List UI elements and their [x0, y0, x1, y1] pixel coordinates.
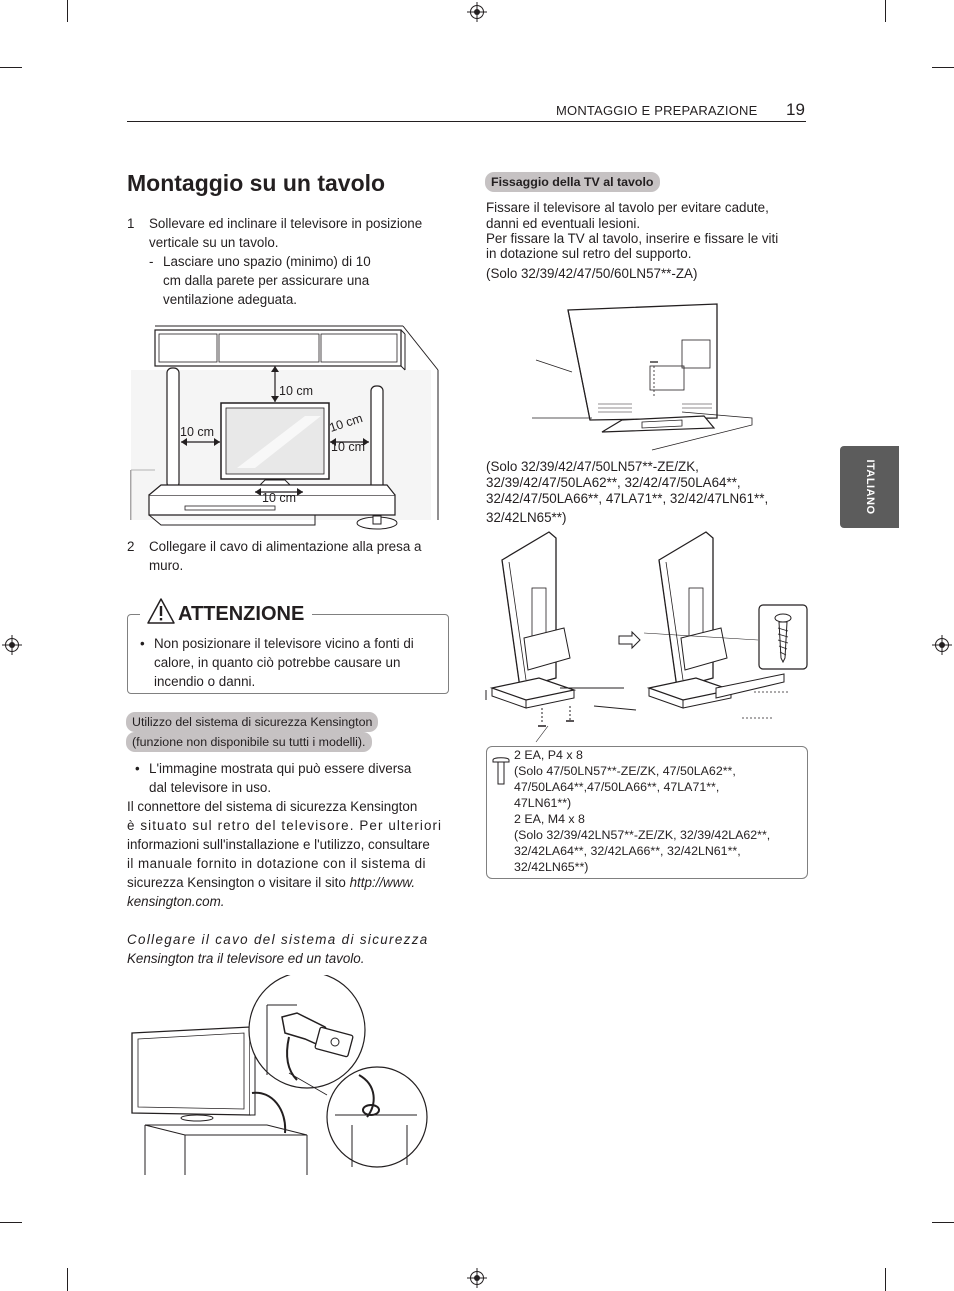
- crop-mark: [932, 1222, 954, 1223]
- table-fix-text-line: danni ed eventuali lesioni.: [486, 216, 641, 231]
- kensington-link[interactable]: http://www.: [349, 875, 416, 890]
- crop-mark: [885, 0, 886, 22]
- crop-mark: [67, 0, 68, 22]
- step-2-text-line: muro.: [149, 558, 184, 573]
- kensington-paragraph-line: Il connettore del sistema di sicurezza Kensington: [127, 799, 418, 814]
- screw-model-line: 32/42LN65**): [514, 860, 589, 874]
- step-1-sub-text-line: ventilazione adeguata.: [163, 292, 298, 307]
- kensington-paragraph-line: il manuale fornito in dotazione con il sistema di: [127, 856, 426, 871]
- clearance-right-upper-label: 10 cm: [327, 411, 365, 435]
- screw-model-line: (Solo 32/39/42LN57**-ZE/ZK, 32/39/42LA62**,: [514, 828, 771, 842]
- kensington-bullet: •: [135, 761, 140, 776]
- crop-mark: [0, 67, 22, 68]
- table-fix-model-line: (Solo 32/39/42/47/50LN57**-ZE/ZK,: [486, 459, 699, 474]
- screw-model-line: 47LN61**): [514, 796, 572, 810]
- section-header: MONTAGGIO E PREPARAZIONE: [556, 103, 758, 118]
- kensington-paragraph-line: [127, 873, 447, 892]
- caution-title: ATTENZIONE: [178, 603, 305, 625]
- caution-text-line: Non posizionare il televisore vicino a fonti di: [154, 636, 414, 651]
- registration-mark-icon: [2, 635, 22, 655]
- screw-model-line: 32/42LA64**, 32/42LA66**, 32/42LN61**,: [514, 844, 741, 858]
- screw-icon: [491, 756, 511, 786]
- crop-mark: [932, 67, 954, 68]
- crop-mark: [67, 1268, 68, 1291]
- kensington-lock-illustration: [127, 975, 437, 1180]
- crop-mark: [0, 1222, 22, 1223]
- warning-triangle-icon: [146, 597, 176, 625]
- kensington-note-line: L'immagine mostrata qui può essere diversa: [149, 761, 412, 776]
- kensington-heading-line: (funzione non disponibile su tutti i modelli).: [126, 732, 372, 752]
- screw-model-line: (Solo 47/50LN57**-ZE/ZK, 47/50LA62**,: [514, 764, 736, 778]
- table-fix-model-line: 32/39/42/47/50LA62**, 32/42/47/50LA64**,: [486, 475, 741, 490]
- table-fix-text-line: Fissare il televisore al tavolo per evitare cadute,: [486, 200, 769, 215]
- caution-header: [140, 597, 312, 631]
- tv-back-stand-illustration: [532, 300, 754, 455]
- step-1-sub-dash: -: [149, 254, 154, 269]
- screw-model-line: 47/50LA64**,47/50LA66**, 47LA71**,: [514, 780, 720, 794]
- crop-mark: [885, 1268, 886, 1291]
- step-1-sub-text-line: cm dalla parete per assicurare una: [163, 273, 370, 288]
- clearance-left-label: 10 cm: [180, 425, 215, 439]
- step-1-text-line: verticale su un tavolo.: [149, 235, 279, 250]
- table-fix-model-line: (Solo 32/39/42/47/50/60LN57**-ZA): [486, 266, 698, 281]
- kensington-paragraph-line: è situato sul retro del televisore. Per ulteriori: [127, 818, 443, 833]
- table-fix-model-line: 32/42/47/50LA66**, 47LA71**, 32/42/47LN61**,: [486, 491, 769, 506]
- step-1-sub-text-line: Lasciare uno spazio (minimo) di 10: [163, 254, 371, 269]
- kensington-italic-note: Kensington tra il televisore ed un tavolo.: [127, 951, 365, 966]
- table-fix-heading: Fissaggio della TV al tavolo: [485, 172, 660, 192]
- registration-mark-icon: [467, 2, 487, 22]
- step-1-text-line: Sollevare ed inclinare il televisore in posizione: [149, 216, 423, 231]
- clearance-top-label: 10 cm: [279, 384, 314, 398]
- caution-bullet: •: [140, 636, 145, 651]
- page-title: Montaggio su un tavolo: [127, 170, 386, 196]
- step-1-number: 1: [127, 216, 135, 231]
- screw-spec-line: 2 EA, P4 x 8: [514, 748, 583, 762]
- kensington-heading-line: Utilizzo del sistema di sicurezza Kensington: [126, 712, 378, 732]
- table-fix-model-line: 32/42LN65**): [486, 510, 567, 525]
- kensington-paragraph-line: informazioni sull'installazione e l'utilizzo, consultare: [127, 837, 430, 852]
- language-tab-label: ITALIANO: [863, 459, 876, 515]
- header-divider: [127, 121, 806, 122]
- step-2-text-line: Collegare il cavo di alimentazione alla presa a: [149, 539, 422, 554]
- kensington-link[interactable]: kensington.com.: [127, 894, 225, 909]
- table-fix-text-line: in dotazione sul retro del supporto.: [486, 246, 692, 261]
- registration-mark-icon: [932, 635, 952, 655]
- language-tab: [840, 446, 899, 528]
- screw-spec-line: 2 EA, M4 x 8: [514, 812, 585, 826]
- stand-screw-illustration: [484, 528, 809, 758]
- kensington-note-line: dal televisore in uso.: [149, 780, 272, 795]
- page-number: 19: [786, 100, 805, 119]
- caution-text-line: calore, in quanto ciò potrebbe causare un: [154, 655, 401, 670]
- clearance-bottom-label: 10 cm: [262, 491, 297, 505]
- kensington-paragraph-text: sicurezza Kensington o visitare il sito: [127, 875, 346, 890]
- table-fix-text-line: Per fissare la TV al tavolo, inserire e fissare le viti: [486, 231, 779, 246]
- tv-clearance-illustration: [125, 320, 445, 535]
- caution-text-line: incendio o danni.: [154, 674, 256, 689]
- step-2-number: 2: [127, 539, 135, 554]
- clearance-right-lower-label: 10 cm: [331, 440, 366, 454]
- registration-mark-icon: [467, 1268, 487, 1288]
- kensington-italic-note: Collegare il cavo del sistema di sicurezza: [127, 932, 429, 947]
